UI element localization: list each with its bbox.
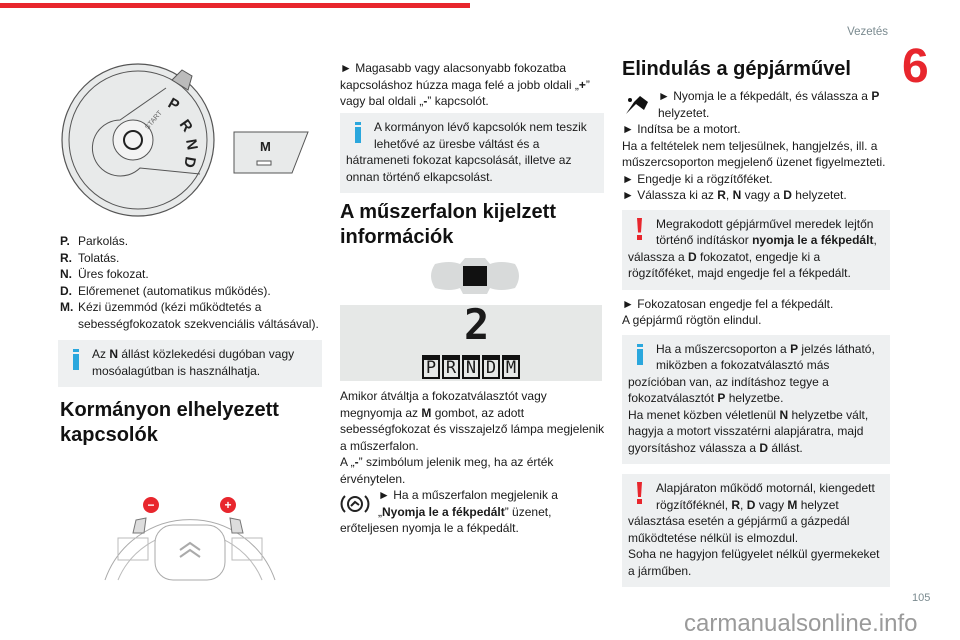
gear-letter-n: N bbox=[182, 137, 201, 152]
text: vagy bbox=[755, 497, 788, 512]
bold-text: D bbox=[759, 440, 769, 455]
paragraph bbox=[622, 171, 890, 188]
text: helyzetbe vált, hagyja a motort visszatérni alapjáratra, majd gyorsításhoz válassza a bbox=[628, 407, 869, 455]
bold-text: - bbox=[354, 455, 359, 469]
bold-text: D bbox=[746, 497, 756, 512]
text: fokozatot, engedje ki a rögzítőféket, majd engedje fel a fékpedált. bbox=[628, 249, 851, 280]
text: helyzetet. bbox=[791, 188, 847, 202]
info-icon bbox=[628, 341, 652, 371]
chapter-number: 6 bbox=[902, 40, 929, 93]
paragraph bbox=[628, 546, 880, 579]
text: ” szimbólum jelenik meg, ha az érték érvénytelen. bbox=[340, 455, 554, 486]
display-mode-m: M bbox=[502, 355, 520, 379]
bold-text: M bbox=[787, 497, 798, 512]
bold-text: R bbox=[717, 188, 726, 202]
bold-text: Nyomja le a fékpedált bbox=[382, 504, 505, 519]
info-box bbox=[58, 340, 322, 387]
warning-icon bbox=[628, 480, 652, 510]
bold-text: D bbox=[783, 188, 792, 202]
bold-text: R bbox=[731, 497, 741, 512]
display-description bbox=[340, 388, 605, 537]
legend-key: P. bbox=[60, 234, 70, 248]
display-mode-r: R bbox=[442, 355, 460, 379]
starting-instructions bbox=[622, 88, 890, 204]
text: ► Engedje ki a rögzítőféket. bbox=[622, 171, 773, 186]
bold-text: N bbox=[109, 347, 119, 361]
m-button-label: M bbox=[260, 139, 271, 154]
gear-legend bbox=[60, 233, 325, 332]
legend-key: R. bbox=[60, 250, 72, 265]
paddle-minus-label: − bbox=[147, 498, 155, 512]
text: helyzet választása esetén a gépjármű a gázpedál működtetése nélkül is elmozdul. bbox=[628, 497, 850, 545]
text: ► Nyomja le a fékpedált, és válassza a bbox=[658, 89, 872, 103]
info-icon bbox=[64, 346, 88, 376]
text: ► Indítsa be a motort. bbox=[622, 122, 741, 136]
legend-text: Előremenet (automatikus működés). bbox=[78, 283, 271, 298]
bold-text: P bbox=[871, 89, 880, 103]
start-label: START bbox=[144, 109, 164, 132]
display-mode-p: P bbox=[422, 355, 440, 379]
bold-text: N bbox=[779, 407, 789, 422]
text: helyzetet. bbox=[658, 105, 710, 120]
warning-box bbox=[622, 210, 890, 290]
bold-text: P bbox=[790, 341, 799, 356]
text: , bbox=[725, 188, 733, 202]
text: , bbox=[740, 497, 747, 512]
paragraph bbox=[622, 138, 890, 171]
legend-text: Tolatás. bbox=[78, 250, 120, 265]
info-box bbox=[622, 335, 890, 465]
warning-icon bbox=[628, 216, 652, 246]
legend-text: Üres fokozat. bbox=[78, 267, 149, 281]
instrument-cluster-icon bbox=[425, 256, 525, 296]
text: , válassza a bbox=[628, 233, 877, 264]
paragraph bbox=[622, 121, 890, 138]
text: A „ bbox=[340, 455, 355, 469]
paragraph bbox=[622, 296, 890, 313]
legend-item bbox=[60, 266, 325, 283]
paragraph bbox=[64, 346, 312, 379]
gear-selector-illustration bbox=[60, 58, 320, 223]
paragraph bbox=[628, 341, 880, 407]
starting-column bbox=[622, 57, 890, 587]
bold-text: N bbox=[732, 188, 742, 202]
bold-text: - bbox=[423, 94, 428, 108]
text: ► Magasabb vagy alacsonyabb fokozatba kapcsoláshoz húzza maga felé a jobb oldali „ bbox=[340, 61, 579, 92]
legend-item bbox=[60, 233, 325, 250]
text: Ha menet közben véletlenül bbox=[628, 407, 780, 422]
text: állást közlekedési dugóban vagy mosóalagútban is használhatja. bbox=[92, 347, 295, 378]
paragraph bbox=[340, 454, 605, 487]
warning-box bbox=[622, 474, 890, 587]
steering-wheel-paddles-illustration bbox=[100, 470, 280, 582]
legend-item bbox=[60, 250, 325, 267]
legend-key: D. bbox=[60, 283, 72, 298]
legend-item bbox=[60, 299, 325, 332]
info-icon bbox=[346, 119, 370, 149]
text: Amikor átváltja a fokozatválasztót vagy megnyomja az bbox=[340, 389, 547, 420]
gear-letter-d: D bbox=[180, 155, 199, 169]
text: Ha a feltételek nem teljesülnek, hangjelzés, ill. a műszercsoporton megjelenő üzenet figyelmezteti. bbox=[622, 138, 886, 169]
paragraph bbox=[628, 480, 880, 546]
bold-text: M bbox=[421, 405, 432, 420]
paragraph bbox=[622, 312, 890, 329]
gear-letter-r: R bbox=[175, 116, 196, 136]
paragraph bbox=[622, 187, 890, 204]
info-box bbox=[340, 113, 604, 193]
gear-display-panel bbox=[340, 300, 602, 381]
watermark: carmanualsonline.info bbox=[684, 610, 918, 637]
foot-on-brake-icon bbox=[622, 92, 652, 118]
text: ► Fokozatosan engedje fel a fékpedált. bbox=[622, 296, 834, 311]
text: ” üzenet, erőteljesen nyomja le a fékpedált. bbox=[340, 504, 552, 535]
brake-pedal-warning-icon bbox=[340, 493, 370, 515]
text: Alapjáraton működő motornál, kiengedett rögzítőféknél, bbox=[656, 481, 875, 512]
heading-instrument-display: A műszerfalon kijelzett információk bbox=[340, 201, 556, 248]
text: Megrakodott gépjárművel meredek lejtőn történő indításkor bbox=[656, 216, 874, 247]
paddle-plus-label: + bbox=[224, 498, 232, 512]
text: Az bbox=[92, 347, 110, 361]
legend-item bbox=[60, 283, 325, 300]
heading-steering-controls: Kormányon elhelyezett kapcsolók bbox=[60, 399, 279, 446]
gear-letter-p: P bbox=[165, 94, 183, 115]
bold-text: nyomja le a fékpedált bbox=[752, 233, 874, 247]
heading-starting-vehicle: Elindulás a gépjárművel bbox=[622, 58, 851, 80]
text: A kormányon lévő kapcsolók nem teszik lehetővé az üresbe váltást és a hátrameneti fokozat kapcsolását, illetve az onnan történő elkapcsolást. bbox=[346, 120, 587, 184]
legend-text: Kézi üzemmód (kézi működtetés a sebességfokozatok szekvenciális váltásával). bbox=[78, 300, 319, 331]
paragraph bbox=[628, 407, 880, 457]
paragraph bbox=[628, 216, 880, 282]
bold-text: P bbox=[717, 391, 726, 405]
display-mode-d: D bbox=[482, 355, 500, 379]
text: helyzetbe. bbox=[725, 391, 784, 405]
legend-key: N. bbox=[60, 267, 72, 281]
text: ► Ha a műszerfalon megjelenik a „ bbox=[378, 488, 558, 519]
release-instructions bbox=[622, 296, 890, 329]
display-mode-n: N bbox=[462, 355, 480, 379]
text: A gépjármű rögtön elindul. bbox=[622, 313, 762, 327]
legend-text: Parkolás. bbox=[78, 234, 129, 248]
text: állást. bbox=[768, 440, 803, 455]
page-number: 105 bbox=[912, 592, 931, 604]
paragraph bbox=[340, 388, 605, 454]
text: gombot, az adott sebességfokozat és visszajelző lámpa megjelenik a műszerfalon. bbox=[340, 405, 605, 453]
text: ” kapcsolót. bbox=[427, 94, 489, 108]
paragraph bbox=[346, 119, 594, 185]
text: Ha a műszercsoporton a bbox=[656, 341, 791, 356]
bold-text: D bbox=[688, 249, 697, 264]
paragraph bbox=[340, 487, 605, 537]
current-gear-digit: 2 bbox=[464, 300, 490, 349]
chapter-color-bar bbox=[0, 3, 470, 8]
bold-text: + bbox=[578, 77, 586, 92]
paragraph bbox=[622, 88, 890, 121]
legend-key: M. bbox=[60, 300, 74, 314]
section-title: Vezetés bbox=[847, 26, 888, 38]
paddle-instruction bbox=[340, 60, 605, 110]
text: vagy a bbox=[741, 188, 784, 202]
text: ” vagy bal oldali „ bbox=[340, 77, 590, 108]
text: Soha ne hagyjon felügyelet nélkül gyermekeket a járműben. bbox=[628, 547, 880, 578]
text: ► Válassza ki az bbox=[622, 188, 718, 202]
text: jelzés látható, miközben a fokozatválasztó más pozícióban van, az indításhoz tegye a fokozatválasztót bbox=[628, 341, 875, 405]
